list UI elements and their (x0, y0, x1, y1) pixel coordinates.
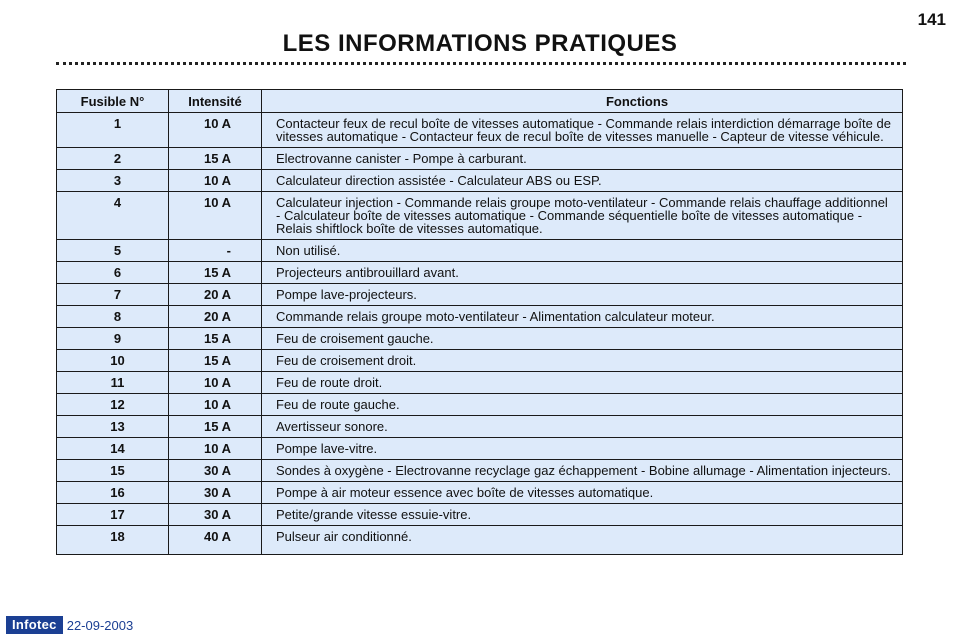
fuse-number-cell: 17 (57, 504, 169, 526)
fuse-number-cell: 7 (57, 284, 169, 306)
table-row (57, 284, 903, 306)
table-row (57, 504, 903, 526)
table-row (57, 113, 903, 148)
intensity-cell: 30 A (169, 504, 262, 526)
function-cell: Feu de route droit. (262, 372, 903, 394)
intensity-cell: 20 A (169, 284, 262, 306)
fuse-number-cell: 18 (57, 526, 169, 555)
intensity-cell: 10 A (169, 192, 262, 240)
function-cell: Feu de croisement droit. (262, 350, 903, 372)
intensity-cell: 15 A (169, 328, 262, 350)
dotted-divider (56, 62, 906, 65)
function-cell: Pulseur air conditionné. (276, 529, 412, 544)
footer-date: 22-09-2003 (66, 617, 134, 633)
function-cell: Pompe lave-projecteurs. (262, 284, 903, 306)
fuse-number-cell: 6 (57, 262, 169, 284)
fuse-number-cell: 4 (57, 192, 169, 240)
table-row (57, 394, 903, 416)
table-row (57, 148, 903, 170)
page-title: LES INFORMATIONS PRATIQUES (282, 30, 678, 57)
intensity-cell: 20 A (169, 306, 262, 328)
fuse-number-cell: 16 (57, 482, 169, 504)
fuse-number-cell: 8 (57, 306, 169, 328)
fuse-table (56, 89, 903, 555)
function-cell: Avertisseur sonore. (262, 416, 903, 438)
intensity-cell: 10 A (169, 372, 262, 394)
function-cell: Calculateur injection - Commande relais groupe moto-ventilateur - Commande relais chauffage additionnel - Calculateur boîte de vitesses automatique - Commande séquentielle boîte de vitesses automatique - Relais shiftlock boîte de vitesses automatique. (262, 192, 903, 240)
function-cell: Commande relais groupe moto-ventilateur - Alimentation calculateur moteur. (262, 306, 903, 328)
intensity-cell: 15 A (169, 416, 262, 438)
function-cell: Feu de croisement gauche. (262, 328, 903, 350)
table-row (57, 438, 903, 460)
intensity-cell: 10 A (169, 394, 262, 416)
footer (6, 616, 133, 634)
function-cell: Calculateur direction assistée - Calculateur ABS ou ESP. (262, 170, 903, 192)
table-row (57, 328, 903, 350)
fuse-number-cell: 5 (57, 240, 169, 262)
table-row (57, 170, 903, 192)
intensity-cell: 30 A (169, 460, 262, 482)
intensity-cell: 10 A (169, 113, 262, 148)
intensity-cell: 30 A (169, 482, 262, 504)
intensity-cell: 15 A (169, 350, 262, 372)
intensity-cell: 40 A (169, 526, 262, 555)
intensity-cell: - (169, 240, 262, 262)
infotec-logo: Infotec (6, 616, 63, 634)
fuse-number-cell: 10 (57, 350, 169, 372)
function-cell: Contacteur feux de recul boîte de vitesses automatique - Commande relais interdiction démarrage boîte de vitesses automatique - Contacteur feux de recul boîte de vitesses manuelle - Capteur de vitesse véhicule. (262, 113, 903, 148)
fuse-number-cell: 12 (57, 394, 169, 416)
function-cell: Sondes à oxygène - Electrovanne recyclage gaz échappement - Bobine allumage - Alimentation injecteurs. (262, 460, 903, 482)
function-cell: Pompe lave-vitre. (262, 438, 903, 460)
function-cell: Electrovanne canister - Pompe à carburant. (262, 148, 903, 170)
intensity-cell: 15 A (169, 148, 262, 170)
fuse-number-cell: 3 (57, 170, 169, 192)
table-row (57, 192, 903, 240)
table-row (57, 306, 903, 328)
page-number: 141 (917, 10, 946, 29)
fuse-number-cell: 15 (57, 460, 169, 482)
table-row (57, 482, 903, 504)
header-fuse-number: Fusible N° (57, 90, 169, 113)
intensity-cell: 10 A (169, 170, 262, 192)
function-cell: Non utilisé. (262, 240, 903, 262)
fuse-number-cell: 11 (57, 372, 169, 394)
table-row (57, 350, 903, 372)
table-row (57, 372, 903, 394)
intensity-cell: 10 A (169, 438, 262, 460)
fuse-number-cell: 1 (57, 113, 169, 148)
fuse-number-cell: 14 (57, 438, 169, 460)
header-functions: Fonctions (262, 90, 903, 113)
function-cell: Feu de route gauche. (262, 394, 903, 416)
fuse-number-cell: 13 (57, 416, 169, 438)
function-cell: Pompe à air moteur essence avec boîte de vitesses automatique. (262, 482, 903, 504)
table-row (57, 262, 903, 284)
table-row (57, 526, 903, 555)
function-cell: Petite/grande vitesse essuie-vitre. (262, 504, 903, 526)
header-intensity: Intensité (169, 90, 262, 113)
fuse-table-body (57, 113, 903, 555)
table-header-row (57, 90, 903, 113)
function-cell: Projecteurs antibrouillard avant. (262, 262, 903, 284)
intensity-cell: 15 A (169, 262, 262, 284)
fuse-number-cell: 2 (57, 148, 169, 170)
table-row (57, 240, 903, 262)
table-row (57, 460, 903, 482)
fuse-number-cell: 9 (57, 328, 169, 350)
table-row (57, 416, 903, 438)
